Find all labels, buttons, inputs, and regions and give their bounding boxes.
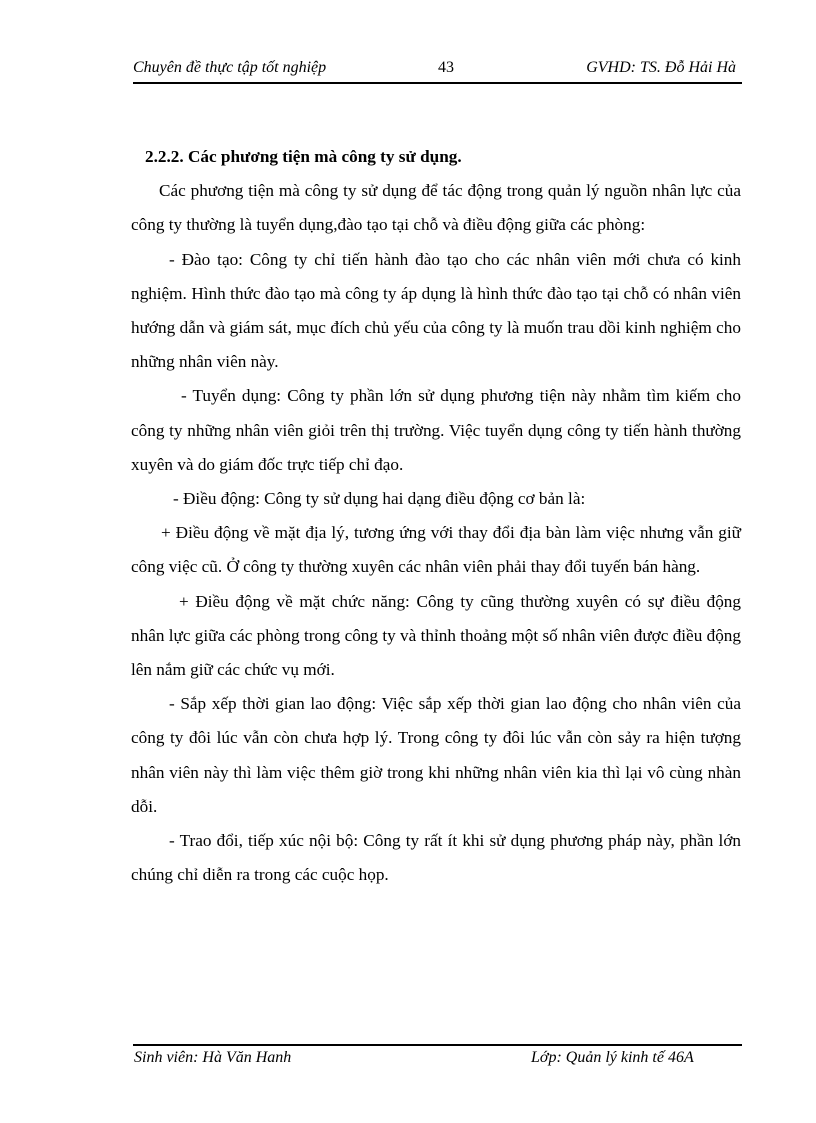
- paragraph-training: - Đào tạo: Công ty chỉ tiến hành đào tạo cho các nhân viên mới chưa có kinh nghiệm. Hình thức đào tạo mà công ty áp dụng là hình thức đào tạo tại chỗ có nhân viên hướng dẫn và giám sát, mục đích chủ yếu của công ty là muốn trau dồi kinh nghiệm cho những nhân viên này.: [131, 249, 741, 372]
- section-heading: 2.2.2. Các phương tiện mà công ty sử dụng.: [145, 147, 462, 166]
- paragraph-geographic-transfer: + Điều động về mặt địa lý, tương ứng với thay đổi địa bàn làm việc nhưng vẫn giữ công việc cũ. Ở công ty thường xuyên các nhân viên phải thay đổi tuyến bán hàng.: [131, 523, 741, 577]
- page-body: [131, 140, 741, 892]
- page-header: [133, 56, 742, 84]
- header-page-number: 43: [438, 59, 454, 76]
- paragraph-intro: Các phương tiện mà công ty sử dụng để tác động trong quản lý nguồn nhân lực của công ty thường là tuyển dụng,đào tạo tại chỗ và điều động giữa các phòng:: [131, 181, 741, 235]
- page-footer: [133, 1044, 742, 1066]
- paragraph-transfer: - Điều động: Công ty sử dụng hai dạng điều động cơ bản là:: [173, 489, 586, 509]
- paragraph-recruitment: - Tuyển dụng: Công ty phần lớn sử dụng phương tiện này nhằm tìm kiếm cho công ty những nhân viên giỏi trên thị trường. Việc tuyển dụng công ty tiến hành thường xuyên và do giám đốc trực tiếp chỉ đạo.: [131, 386, 741, 474]
- header-supervisor: GVHD: TS. Đỗ Hải Hà: [586, 59, 736, 76]
- footer-class: Lớp: Quản lý kinh tế 46A: [531, 1049, 694, 1066]
- paragraph-functional-transfer: + Điều động về mặt chức năng: Công ty cũng thường xuyên có sự điều động nhân lực giữa các phòng trong công ty và thỉnh thoảng một số nhân viên được điều động lên nắm giữ các chức vụ mới.: [131, 591, 741, 680]
- paragraph-internal-communication: - Trao đổi, tiếp xúc nội bộ: Công ty rất ít khi sử dụng phương pháp này, phần lớn chúng chỉ diễn ra trong các cuộc họp.: [131, 831, 741, 885]
- paragraph-work-schedule: - Sắp xếp thời gian lao động: Việc sắp xếp thời gian lao động cho nhân viên của công ty đôi lúc vẫn còn chưa hợp lý. Trong công ty đôi lúc vẫn còn sảy ra hiện tượng nhân viên này thì làm việc thêm giờ trong khi những nhân viên kia thì lại vô cùng nhàn dỗi.: [131, 694, 741, 816]
- footer-student: Sinh viên: Hà Văn Hanh: [134, 1049, 292, 1066]
- header-document-title: Chuyên đề thực tập tốt nghiệp: [133, 59, 327, 76]
